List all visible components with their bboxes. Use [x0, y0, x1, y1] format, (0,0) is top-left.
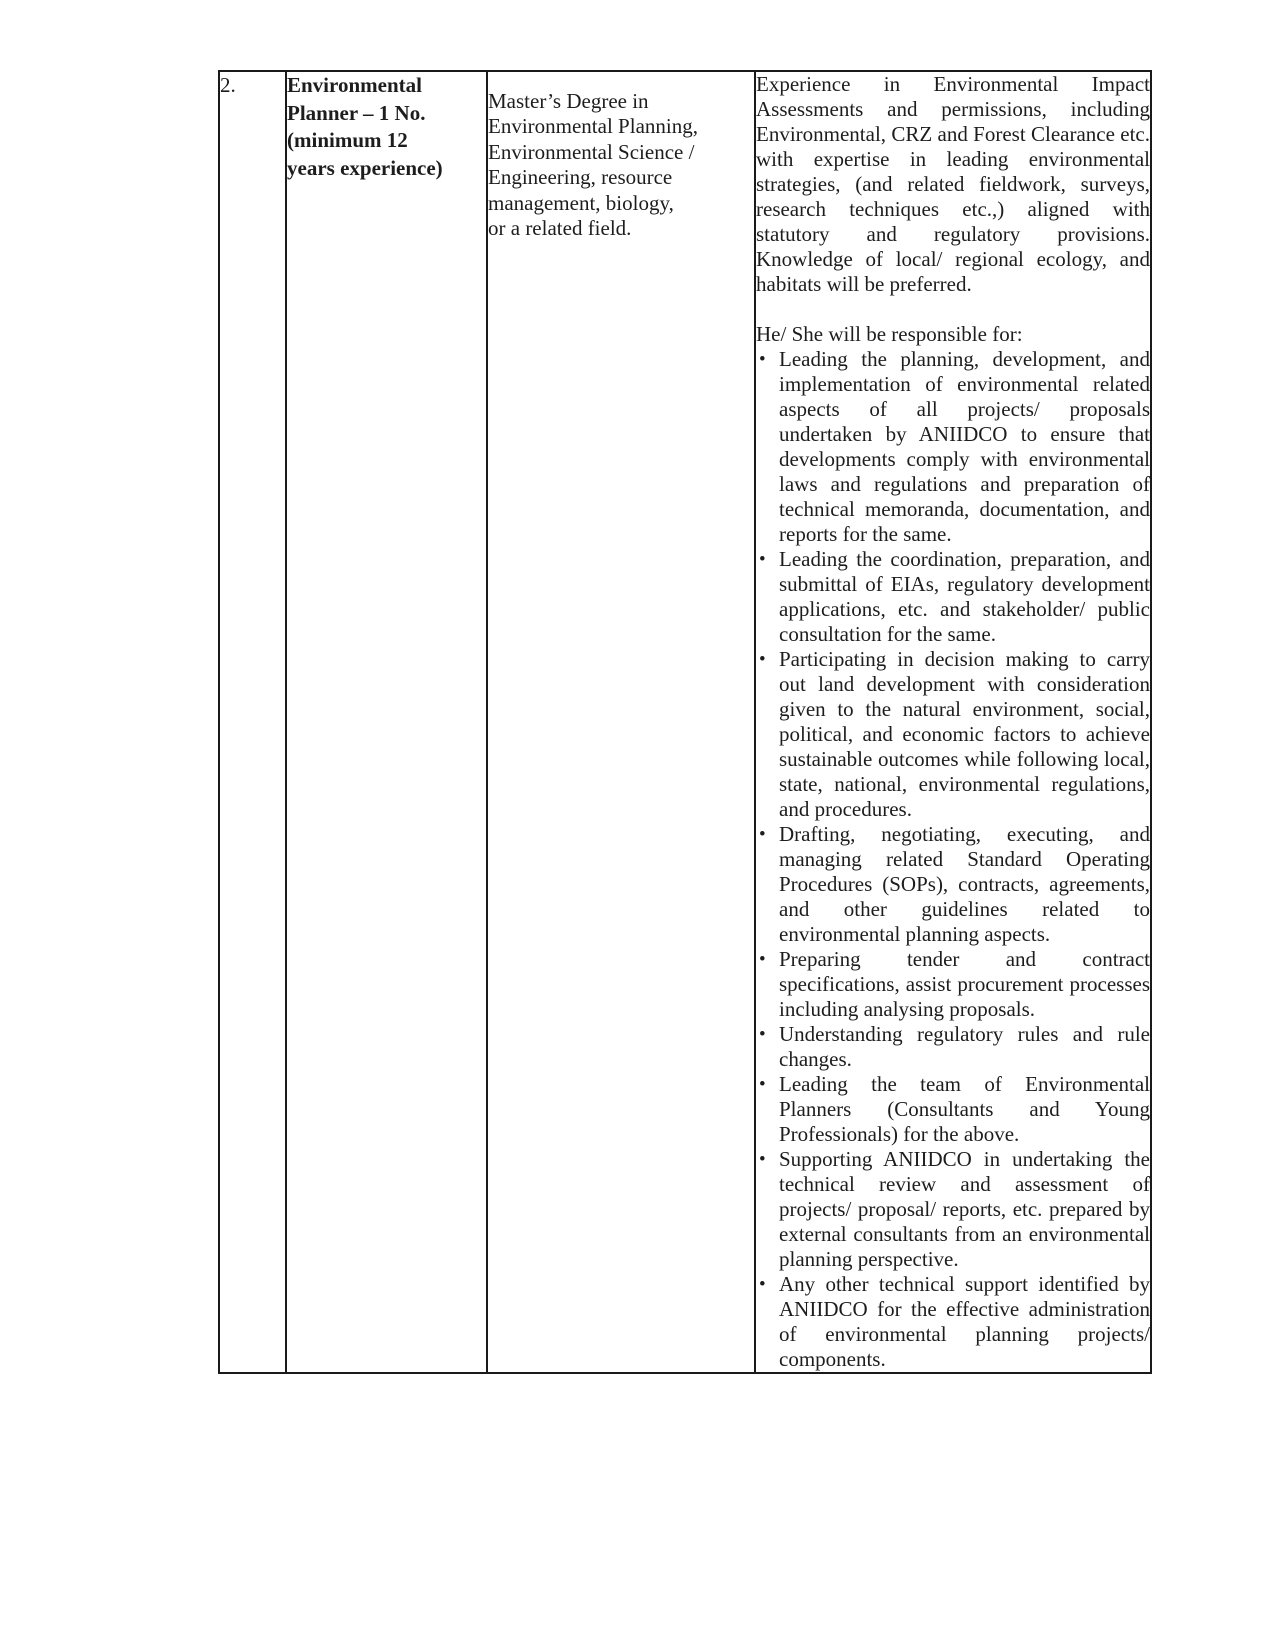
bullet-icon: •	[759, 649, 766, 670]
qualification-line: management, biology,	[488, 190, 674, 215]
experience-cell	[755, 71, 1151, 1373]
responsibility-text: Leading the team of Environmental Planners (Consultants and Young Professionals) for the above.	[779, 1072, 1150, 1146]
bullet-icon: •	[759, 349, 766, 370]
qualification-line: Environmental Science /	[488, 139, 695, 164]
qualification-line: or a related field.	[488, 216, 632, 241]
position-table	[218, 70, 1152, 1374]
responsibility-text: Preparing tender and contract specifications, assist procurement processes including analysing proposals.	[779, 947, 1150, 1021]
bullet-icon: •	[759, 549, 766, 570]
qualification-cell	[487, 71, 755, 1373]
position-title-line: Environmental	[287, 73, 422, 97]
responsibility-text: Understanding regulatory rules and rule changes.	[779, 1022, 1150, 1071]
bullet-icon: •	[759, 1274, 766, 1295]
responsibility-item	[756, 1022, 1150, 1072]
responsibility-item	[756, 822, 1150, 947]
responsibility-text: Leading the coordination, preparation, and submittal of EIAs, regulatory development applications, etc. and stakeholder/ public consultation for the same.	[779, 547, 1150, 646]
responsibility-text: Participating in decision making to carry out land development with consideration given to the natural environment, social, political, and economic factors to achieve sustainable outcomes while following local, state, national, environmental regulations, and procedures.	[779, 647, 1150, 821]
bullet-icon: •	[759, 949, 766, 970]
responsibility-text: Leading the planning, development, and implementation of environmental related aspects of all projects/ proposals undertaken by ANIIDCO to ensure that developments comply with environmental laws and regulations and preparation of technical memoranda, documentation, and reports for the same.	[779, 347, 1150, 546]
position-title-line: Planner – 1 No.	[287, 100, 426, 125]
responsibility-text: Drafting, negotiating, executing, and managing related Standard Operating Procedures (SOPs), contracts, agreements, and other guidelines related to environmental planning aspects.	[779, 822, 1150, 946]
bullet-icon: •	[759, 1149, 766, 1170]
bullet-icon: •	[759, 1024, 766, 1045]
responsibility-item	[756, 547, 1150, 647]
qualification-line: Master’s Degree in	[488, 89, 649, 113]
experience-intro-paragraph: Experience in Environmental Impact Assessments and permissions, including Environmental, CRZ and Forest Clearance etc. with expertise in leading environmental strategies, (and related fieldwork, surveys, research techniques etc.,) aligned with statutory and regulatory provisions. Knowledge of local/ regional ecology, and habitats will be preferred.	[756, 72, 1150, 296]
position-title-line: (minimum 12	[287, 128, 408, 152]
responsibility-text: Supporting ANIIDCO in undertaking the technical review and assessment of projects/ proposal/ reports, etc. prepared by external consultants from an environmental planning perspective.	[779, 1147, 1150, 1271]
qualification-text	[488, 89, 754, 241]
bullet-icon: •	[759, 1074, 766, 1095]
responsibility-text: Any other technical support identified by ANIIDCO for the effective administration of environmental planning projects/ components.	[779, 1272, 1150, 1371]
serial-cell	[219, 71, 286, 1373]
responsibility-item	[756, 1272, 1150, 1372]
responsibility-item	[756, 647, 1150, 822]
position-title-line: years experience)	[287, 155, 443, 180]
position-cell	[286, 71, 487, 1373]
responsibility-item	[756, 1147, 1150, 1272]
qualification-line: Engineering, resource	[488, 165, 673, 190]
position-table-row	[219, 71, 1151, 1373]
serial-number: 2.	[220, 73, 236, 97]
responsibility-item	[756, 1072, 1150, 1147]
bullet-icon: •	[759, 824, 766, 845]
qualification-line: Environmental Planning,	[488, 114, 698, 139]
responsibilities-heading: He/ She will be responsible for:	[756, 322, 1023, 346]
responsibility-item	[756, 947, 1150, 1022]
responsibility-item	[756, 347, 1150, 547]
